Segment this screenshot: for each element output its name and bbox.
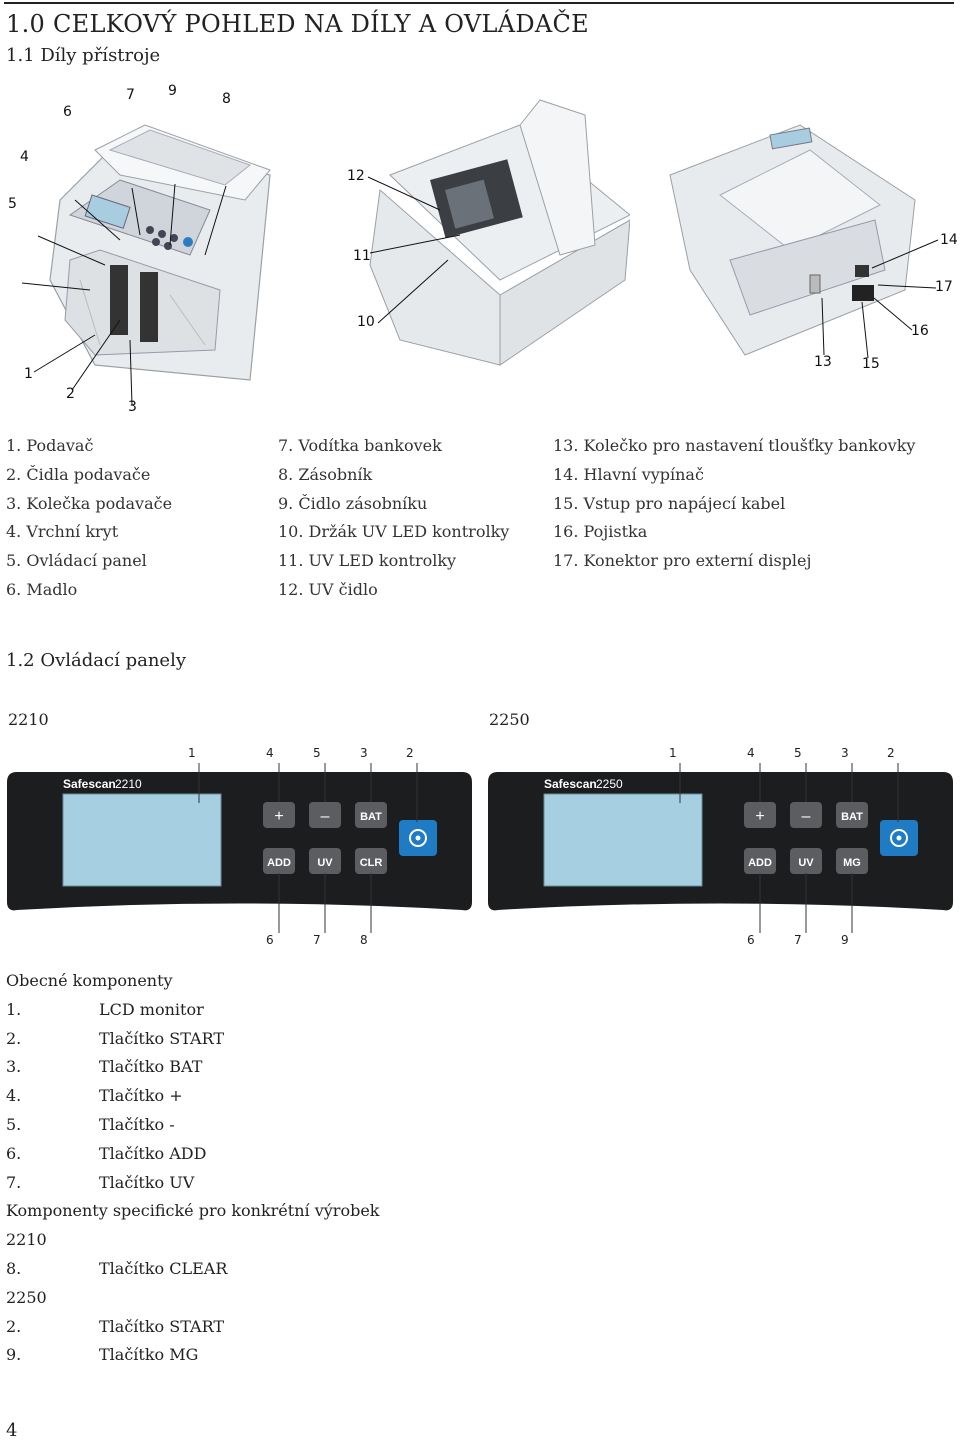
legend-item: 13. Kolečko pro nastavení tloušťky bankovky [553,436,916,455]
minus-button[interactable]: – [801,808,811,825]
list-item [6,1053,379,1082]
list-item [6,1025,379,1054]
callout-17: 17 [935,279,953,295]
callout-10: 10 [357,314,375,330]
parts-legend-column-3 [553,432,915,576]
parts-legend-column-2 [278,432,509,605]
uv-button[interactable]: UV [798,857,814,869]
list-item [6,1341,379,1370]
item-label: Tlačítko MG [99,1345,199,1365]
legend-item: 7. Vodítka bankovek [278,436,442,455]
item-label: Tlačítko ADD [99,1143,207,1163]
device-back-illustration [660,110,960,380]
list-item [6,1255,379,1284]
general-components-title: Obecné komponenty [6,971,173,990]
model-label-2250: 2250 [489,710,530,729]
bat-button[interactable]: BAT [841,811,863,823]
model-label-2210: 2210 [8,710,49,729]
legend-item: 11. UV LED kontrolky [278,551,457,571]
minus-button[interactable]: – [320,808,330,825]
add-button[interactable]: ADD [748,857,772,869]
item-number: 7. [6,1172,22,1192]
callout-4: 4 [20,149,29,165]
plus-button[interactable]: + [274,808,284,825]
model-heading-2210: 2210 [6,1230,47,1250]
legend-item: 17. Konektor pro externí displej [553,551,812,571]
clr-button[interactable]: CLR [359,857,383,869]
callout-9: 9 [168,83,177,99]
list-item [6,1140,379,1169]
item-label: Tlačítko START [99,1316,224,1336]
panel2-callout-4: 4 [747,746,755,760]
uv-button[interactable]: UV [317,857,333,869]
item-label: Tlačítko START [99,1028,224,1048]
page-title: 1.0 CELKOVÝ POHLED NA DÍLY A OVLÁDAČE [6,10,589,38]
legend-item: 3. Kolečka podavače [6,493,173,513]
item-label: Tlačítko + [99,1086,183,1106]
panel1-callout-6: 6 [266,933,274,947]
panel1-leader-lines [0,755,480,945]
item-number: 1. [6,999,22,1019]
specific-components-title: Komponenty specifické pro konkrétní výrobek [6,1201,380,1221]
panel2-callout-1: 1 [669,746,677,760]
item-number: 4. [6,1086,22,1106]
device-open-illustration [330,95,630,385]
panel2-callout-3: 3 [841,746,849,760]
callout-8: 8 [222,91,231,107]
add-button[interactable]: ADD [267,857,291,869]
list-item [6,1169,379,1198]
page-number: 4 [6,1420,18,1441]
legend-item: 16. Pojistka [553,522,648,542]
legend-item: 9. Čidlo zásobníku [278,493,428,513]
callout-13: 13 [814,354,832,370]
legend-item: 10. Držák UV LED kontrolky [278,522,510,542]
top-rule [4,2,954,4]
list-item [6,1313,379,1342]
item-number: 9. [6,1345,22,1365]
callout-15: 15 [862,356,880,372]
list-item [6,996,379,1025]
item-number: 5. [6,1114,22,1134]
panel1-callout-2: 2 [406,746,414,760]
callout-3: 3 [128,399,137,415]
callout-1: 1 [24,366,33,382]
callout-11: 11 [353,248,371,264]
legend-item: 8. Zásobník [278,464,373,484]
brand-model: 2210 [115,777,142,791]
panel2-leader-lines [481,755,960,945]
item-label: Tlačítko CLEAR [99,1258,228,1278]
legend-item: 6. Madlo [6,579,78,599]
item-label: LCD monitor [99,999,204,1019]
panel2-callout-2: 2 [887,746,895,760]
panel2-callout-5: 5 [794,746,802,760]
device-front-illustration [0,80,300,420]
panel1-callout-7: 7 [313,933,321,947]
item-label: Tlačítko BAT [99,1057,203,1077]
legend-item: 4. Vrchní kryt [6,522,119,542]
legend-item: 15. Vstup pro napájecí kabel [553,493,786,513]
callout-7: 7 [126,87,135,103]
item-label: Tlačítko UV [99,1172,195,1192]
brand-name: Safescan [544,777,597,791]
callout-16: 16 [911,323,929,339]
brand-model: 2250 [596,777,623,791]
panel1-callout-4: 4 [266,746,274,760]
bat-button[interactable]: BAT [360,811,382,823]
legend-item: 12. UV čidlo [278,579,378,599]
parts-legend-column-1 [6,432,172,605]
callout-2: 2 [66,386,75,402]
item-number: 2. [6,1028,22,1048]
plus-button[interactable]: + [755,808,765,825]
panel1-callout-8: 8 [360,933,368,947]
legend-item: 1. Podavač [6,436,94,455]
item-number: 8. [6,1258,22,1278]
item-number: 6. [6,1143,22,1163]
panel2-callout-9: 9 [841,933,849,947]
item-label: Tlačítko - [99,1114,175,1134]
list-item [6,1111,379,1140]
callout-12: 12 [347,168,365,184]
brand-name: Safescan [63,777,116,791]
callout-5: 5 [8,196,17,212]
legend-item: 5. Ovládací panel [6,551,147,571]
section-title-panels: 1.2 Ovládací panely [6,650,186,671]
model-heading-2250: 2250 [6,1287,47,1307]
panel1-callout-3: 3 [360,746,368,760]
panel1-callout-5: 5 [313,746,321,760]
panel1-callout-1: 1 [188,746,196,760]
legend-item: 2. Čidla podavače [6,464,151,484]
panel2-callout-6: 6 [747,933,755,947]
callout-6: 6 [63,104,72,120]
mg-button[interactable]: MG [843,857,861,869]
callout-14: 14 [940,232,958,248]
item-number: 3. [6,1057,22,1077]
item-number: 2. [6,1316,22,1336]
legend-item: 14. Hlavní vypínač [553,464,704,484]
section-title-parts: 1.1 Díly přístroje [6,45,161,66]
panel2-callout-7: 7 [794,933,802,947]
components-list [6,967,379,1370]
list-item [6,1082,379,1111]
